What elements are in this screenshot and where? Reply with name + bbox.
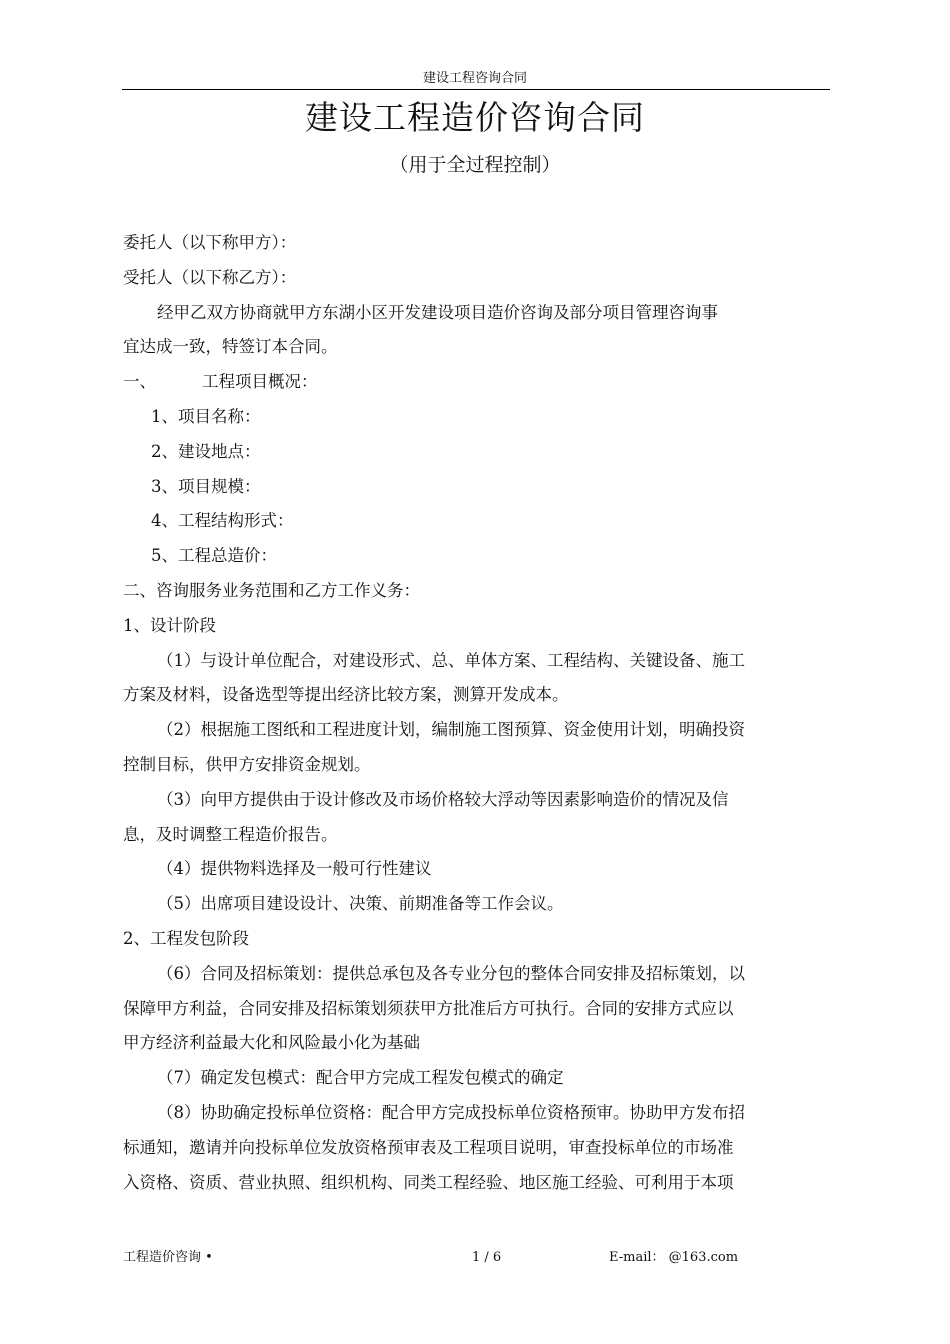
clause-line: 息，及时调整工程造价报告。 [123,824,338,844]
clause-line: （6）合同及招标策划：提供总承包及各专业分包的整体合同安排及招标策划，以 [157,963,745,983]
clause-line: 入资格、资质、营业执照、组织机构、同类工程经验、地区施工经验、可利用于本项 [123,1172,734,1192]
clause-line: 甲方经济利益最大化和风险最小化为基础 [123,1033,420,1053]
stage-heading: 1、设计阶段 [123,615,216,635]
list-item: 3、项目规模： [151,476,261,496]
clause-line: （7）确定发包模式：配合甲方完成工程发包模式的确定 [157,1068,564,1088]
clause-line: （4）提供物料选择及一般可行性建议 [157,859,432,879]
list-item: 5、工程总造价： [151,546,277,566]
stage-heading: 2、工程发包阶段 [123,928,249,948]
document-subtitle: （用于全过程控制） [389,154,561,176]
client-line: 委托人（以下称甲方）： [123,233,297,252]
page-number: 1 / 6 [472,1250,502,1265]
clause-line: （2）根据施工图纸和工程进度计划，编制施工图预算、资金使用计划，明确投资 [157,720,745,740]
footer-email: E-mail： @163.com [609,1250,739,1265]
clause-line: （8）协助确定投标单位资格：配合甲方完成投标单位资格预审。协助甲方发布招 [157,1102,745,1122]
section-heading: 二、咨询服务业务范围和乙方工作义务： [123,580,420,600]
contract-body [123,226,829,1200]
contractor-line: 受托人（以下称乙方）： [123,267,297,287]
clause-line: 控制目标，供甲方安排资金规划。 [123,754,371,774]
clause-line: 标通知，邀请并向投标单位发放资格预审表及工程项目说明，审查投标单位的市场准 [123,1137,734,1157]
clause-line: 保障甲方利益，合同安排及招标策划须获甲方批准后方可执行。合同的安排方式应以 [123,998,734,1018]
section-number: 一、 [123,372,156,392]
list-item: 2、建设地点： [151,441,261,461]
section-heading [123,365,829,400]
document-title: 建设工程造价咨询合同 [305,98,645,137]
list-item: 4、工程结构形式： [151,511,294,531]
list-item: 1、项目名称： [151,406,261,426]
intro-paragraph-line: 经甲乙双方协商就甲方东湖小区开发建设项目造价咨询及部分项目管理咨询事 [157,302,718,322]
clause-line: 方案及材料，设备选型等提出经济比较方案，测算开发成本。 [123,685,569,705]
clause-line: （5）出席项目建设设计、决策、前期准备等工作会议。 [157,894,564,914]
footer-left: 工程造价咨询 • [123,1250,213,1265]
clause-line: （3）向甲方提供由于设计修改及市场价格较大浮动等因素影响造价的情况及信 [157,789,729,809]
header-rule [122,89,830,90]
clause-line: （1）与设计单位配合，对建设形式、总、单体方案、工程结构、关键设备、施工 [157,650,745,670]
running-header: 建设工程咨询合同 [422,71,527,86]
section-title: 工程项目概况： [202,372,318,392]
intro-paragraph-line: 宜达成一致，特签订本合同。 [123,337,338,357]
